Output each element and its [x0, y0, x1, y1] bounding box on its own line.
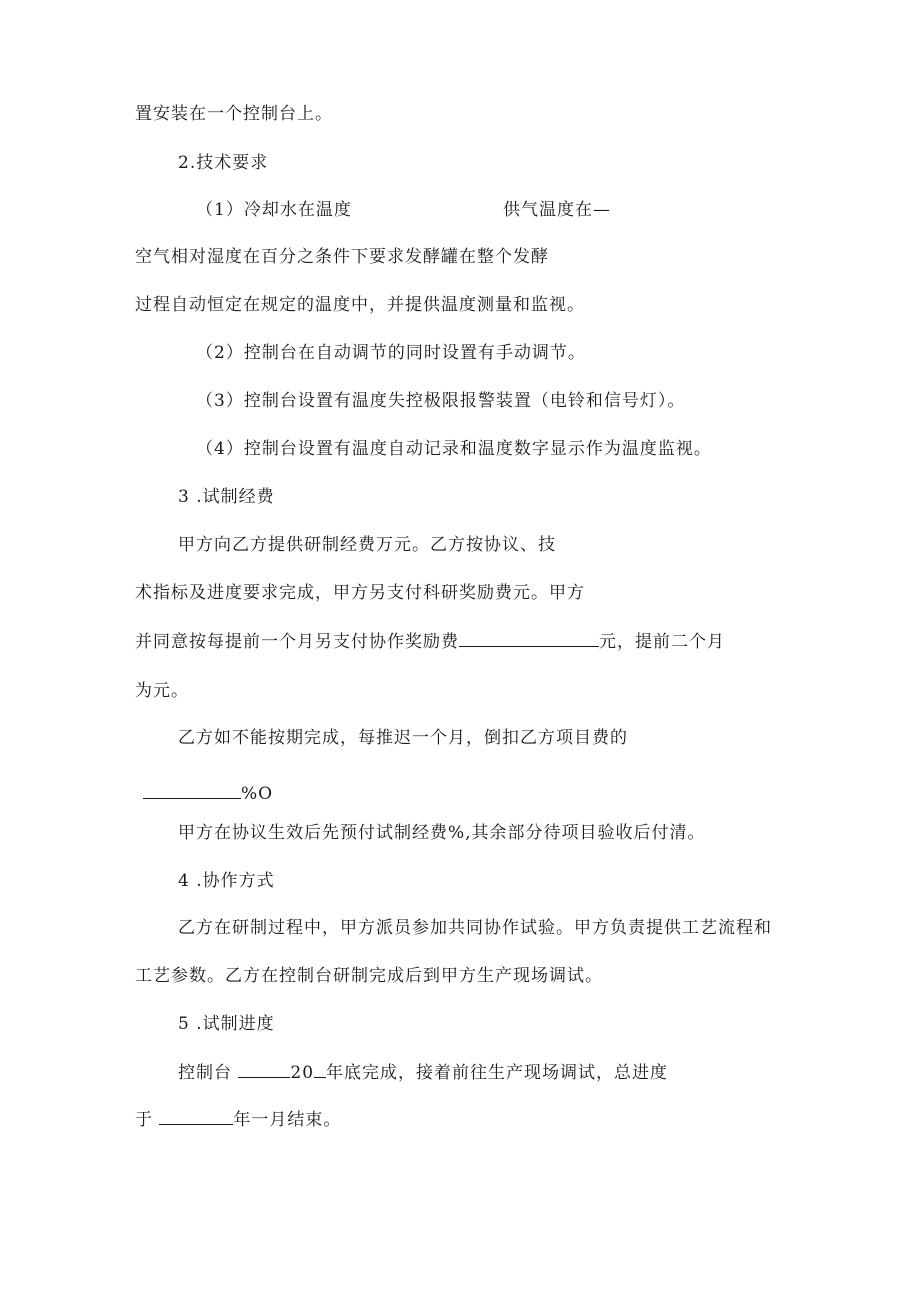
text-line: 工艺参数。乙方在控制台研制完成后到甲方生产现场调试。 — [135, 966, 603, 986]
text-segment: 元，提前二个月 — [599, 632, 725, 652]
text-line: （3）控制台设置有温度失控极限报警装置（电铃和信号灯）。 — [196, 391, 686, 411]
fill-in-blank — [143, 782, 241, 799]
fill-in-blank — [314, 1061, 326, 1078]
text-line: （1）冷却水在温度 — [196, 200, 352, 220]
text-segment: 并同意按每提前一个月另支付协作奖励费 — [135, 632, 459, 652]
text-line — [143, 782, 273, 805]
section-heading: 2.技术要求 — [178, 153, 269, 173]
text-line: 乙方在研制过程中，甲方派员参加共同协作试验。甲方负责提供工艺流程和 — [178, 918, 772, 938]
fill-in-blank — [238, 1061, 290, 1078]
fill-in-blank — [459, 630, 599, 647]
text-line: 甲方向乙方提供研制经费万元。乙方按协议、技 — [178, 535, 556, 555]
text-line: 乙方如不能按期完成，每推迟一个月，倒扣乙方项目费的 — [178, 728, 628, 748]
text-segment: 20 — [290, 1063, 315, 1083]
text-segment: 于 — [135, 1110, 153, 1130]
text-line: （2）控制台在自动调节的同时设置有手动调节。 — [196, 343, 586, 363]
text-line: 术指标及进度要求完成，甲方另支付科研奖励费元。甲方 — [135, 583, 585, 603]
text-segment: %O — [241, 784, 274, 804]
text-line — [135, 1108, 341, 1131]
text-line — [178, 1061, 668, 1084]
text-segment: 年底完成，接着前往生产现场调试，总进度 — [326, 1063, 669, 1083]
section-heading: 5 .试制进度 — [178, 1014, 275, 1034]
text-line — [135, 630, 725, 653]
text-line: 甲方在协议生效后先预付试制经费%,其余部分待项目验收后付清。 — [178, 823, 706, 843]
text-line: （4）控制台设置有温度自动记录和温度数字显示作为温度监视。 — [196, 439, 712, 459]
text-line: 置安装在一个控制台上。 — [135, 104, 333, 124]
section-heading: 3 .试制经费 — [178, 487, 275, 507]
text-line: 空气相对湿度在百分之条件下要求发酵罐在整个发酵 — [135, 247, 549, 267]
text-line: 供气温度在— — [503, 200, 611, 220]
text-segment: 控制台 — [178, 1063, 232, 1083]
text-line: 为元。 — [135, 681, 189, 701]
section-heading: 4 .协作方式 — [178, 871, 275, 891]
text-segment: 年一月结束。 — [233, 1110, 342, 1130]
text-line: 过程自动恒定在规定的温度中，并提供温度测量和监视。 — [135, 295, 585, 315]
fill-in-blank — [159, 1108, 233, 1125]
